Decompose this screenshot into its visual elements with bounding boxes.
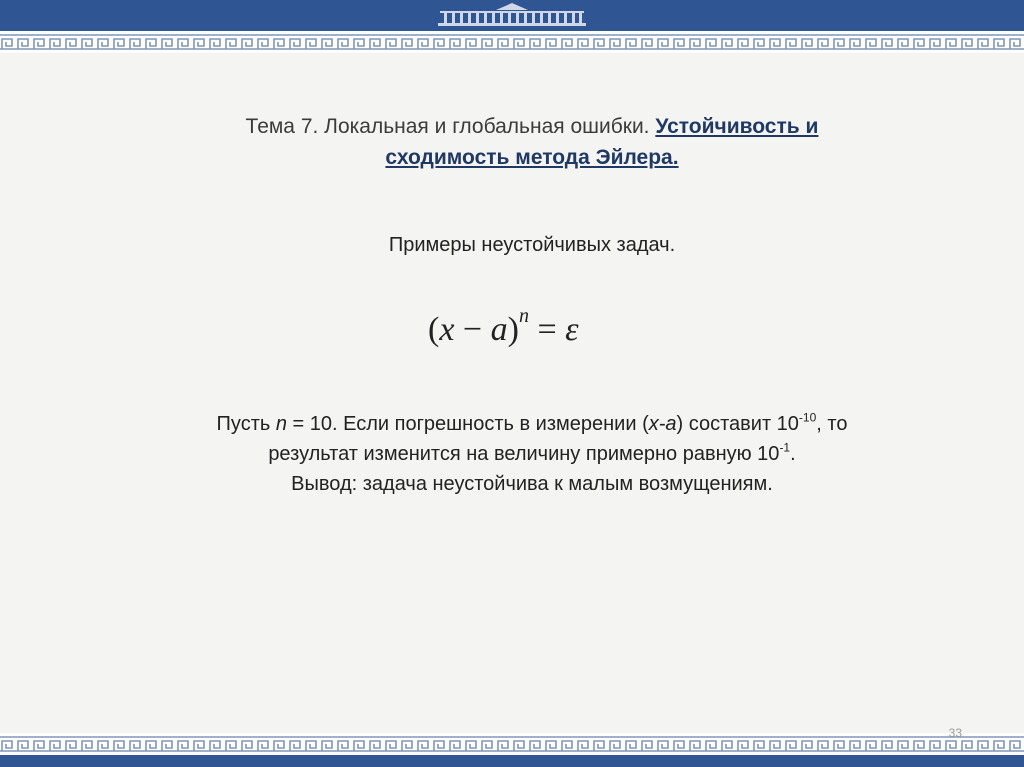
title-subtopic-link[interactable]: Устойчивость и сходимость метода Эйлера.	[385, 115, 819, 169]
page-number: 33	[948, 726, 962, 740]
body-text	[120, 409, 944, 499]
slide-subtitle: Примеры неустойчивых задач.	[388, 234, 676, 256]
bottom-ornament-border	[0, 733, 1024, 755]
header-bar	[0, 0, 1024, 32]
body-var-xa: x-a	[648, 413, 677, 435]
top-ornament-border	[0, 31, 1024, 53]
body-line-1	[120, 409, 944, 439]
formula-close-paren: )	[507, 311, 519, 348]
body-line-2	[120, 439, 944, 469]
formula-exponent: n	[518, 305, 529, 327]
title-prefix: Тема 7. Локальная и глобальная ошибки.	[245, 115, 656, 138]
formula-var-x: x	[439, 311, 455, 348]
slide-title	[200, 111, 864, 173]
formula-equals: =	[528, 311, 566, 348]
body-var-n: n	[275, 413, 287, 435]
formula-rhs: ε	[565, 311, 579, 348]
body-text-segment: , то	[816, 413, 848, 435]
building-facade-icon	[436, 2, 588, 28]
formula	[428, 305, 579, 349]
body-text-segment: .	[790, 443, 796, 465]
formula-var-a: a	[490, 311, 508, 348]
footer-bar	[0, 755, 1024, 767]
body-exponent: -10	[798, 410, 817, 425]
formula-minus: −	[454, 311, 491, 348]
body-exponent: -1	[779, 440, 791, 455]
body-text-segment: = 10. Если погрешность в измерении (	[286, 413, 649, 435]
body-text-segment: Пусть	[216, 413, 276, 435]
body-text-segment: результат изменится на величину примерно равную 10	[268, 443, 780, 465]
slide-content	[0, 53, 1024, 733]
body-text-segment: ) составит 10	[676, 413, 799, 435]
body-line-3: Вывод: задача неустойчива к малым возмущениям.	[291, 473, 773, 495]
formula-open-paren: (	[428, 311, 440, 348]
